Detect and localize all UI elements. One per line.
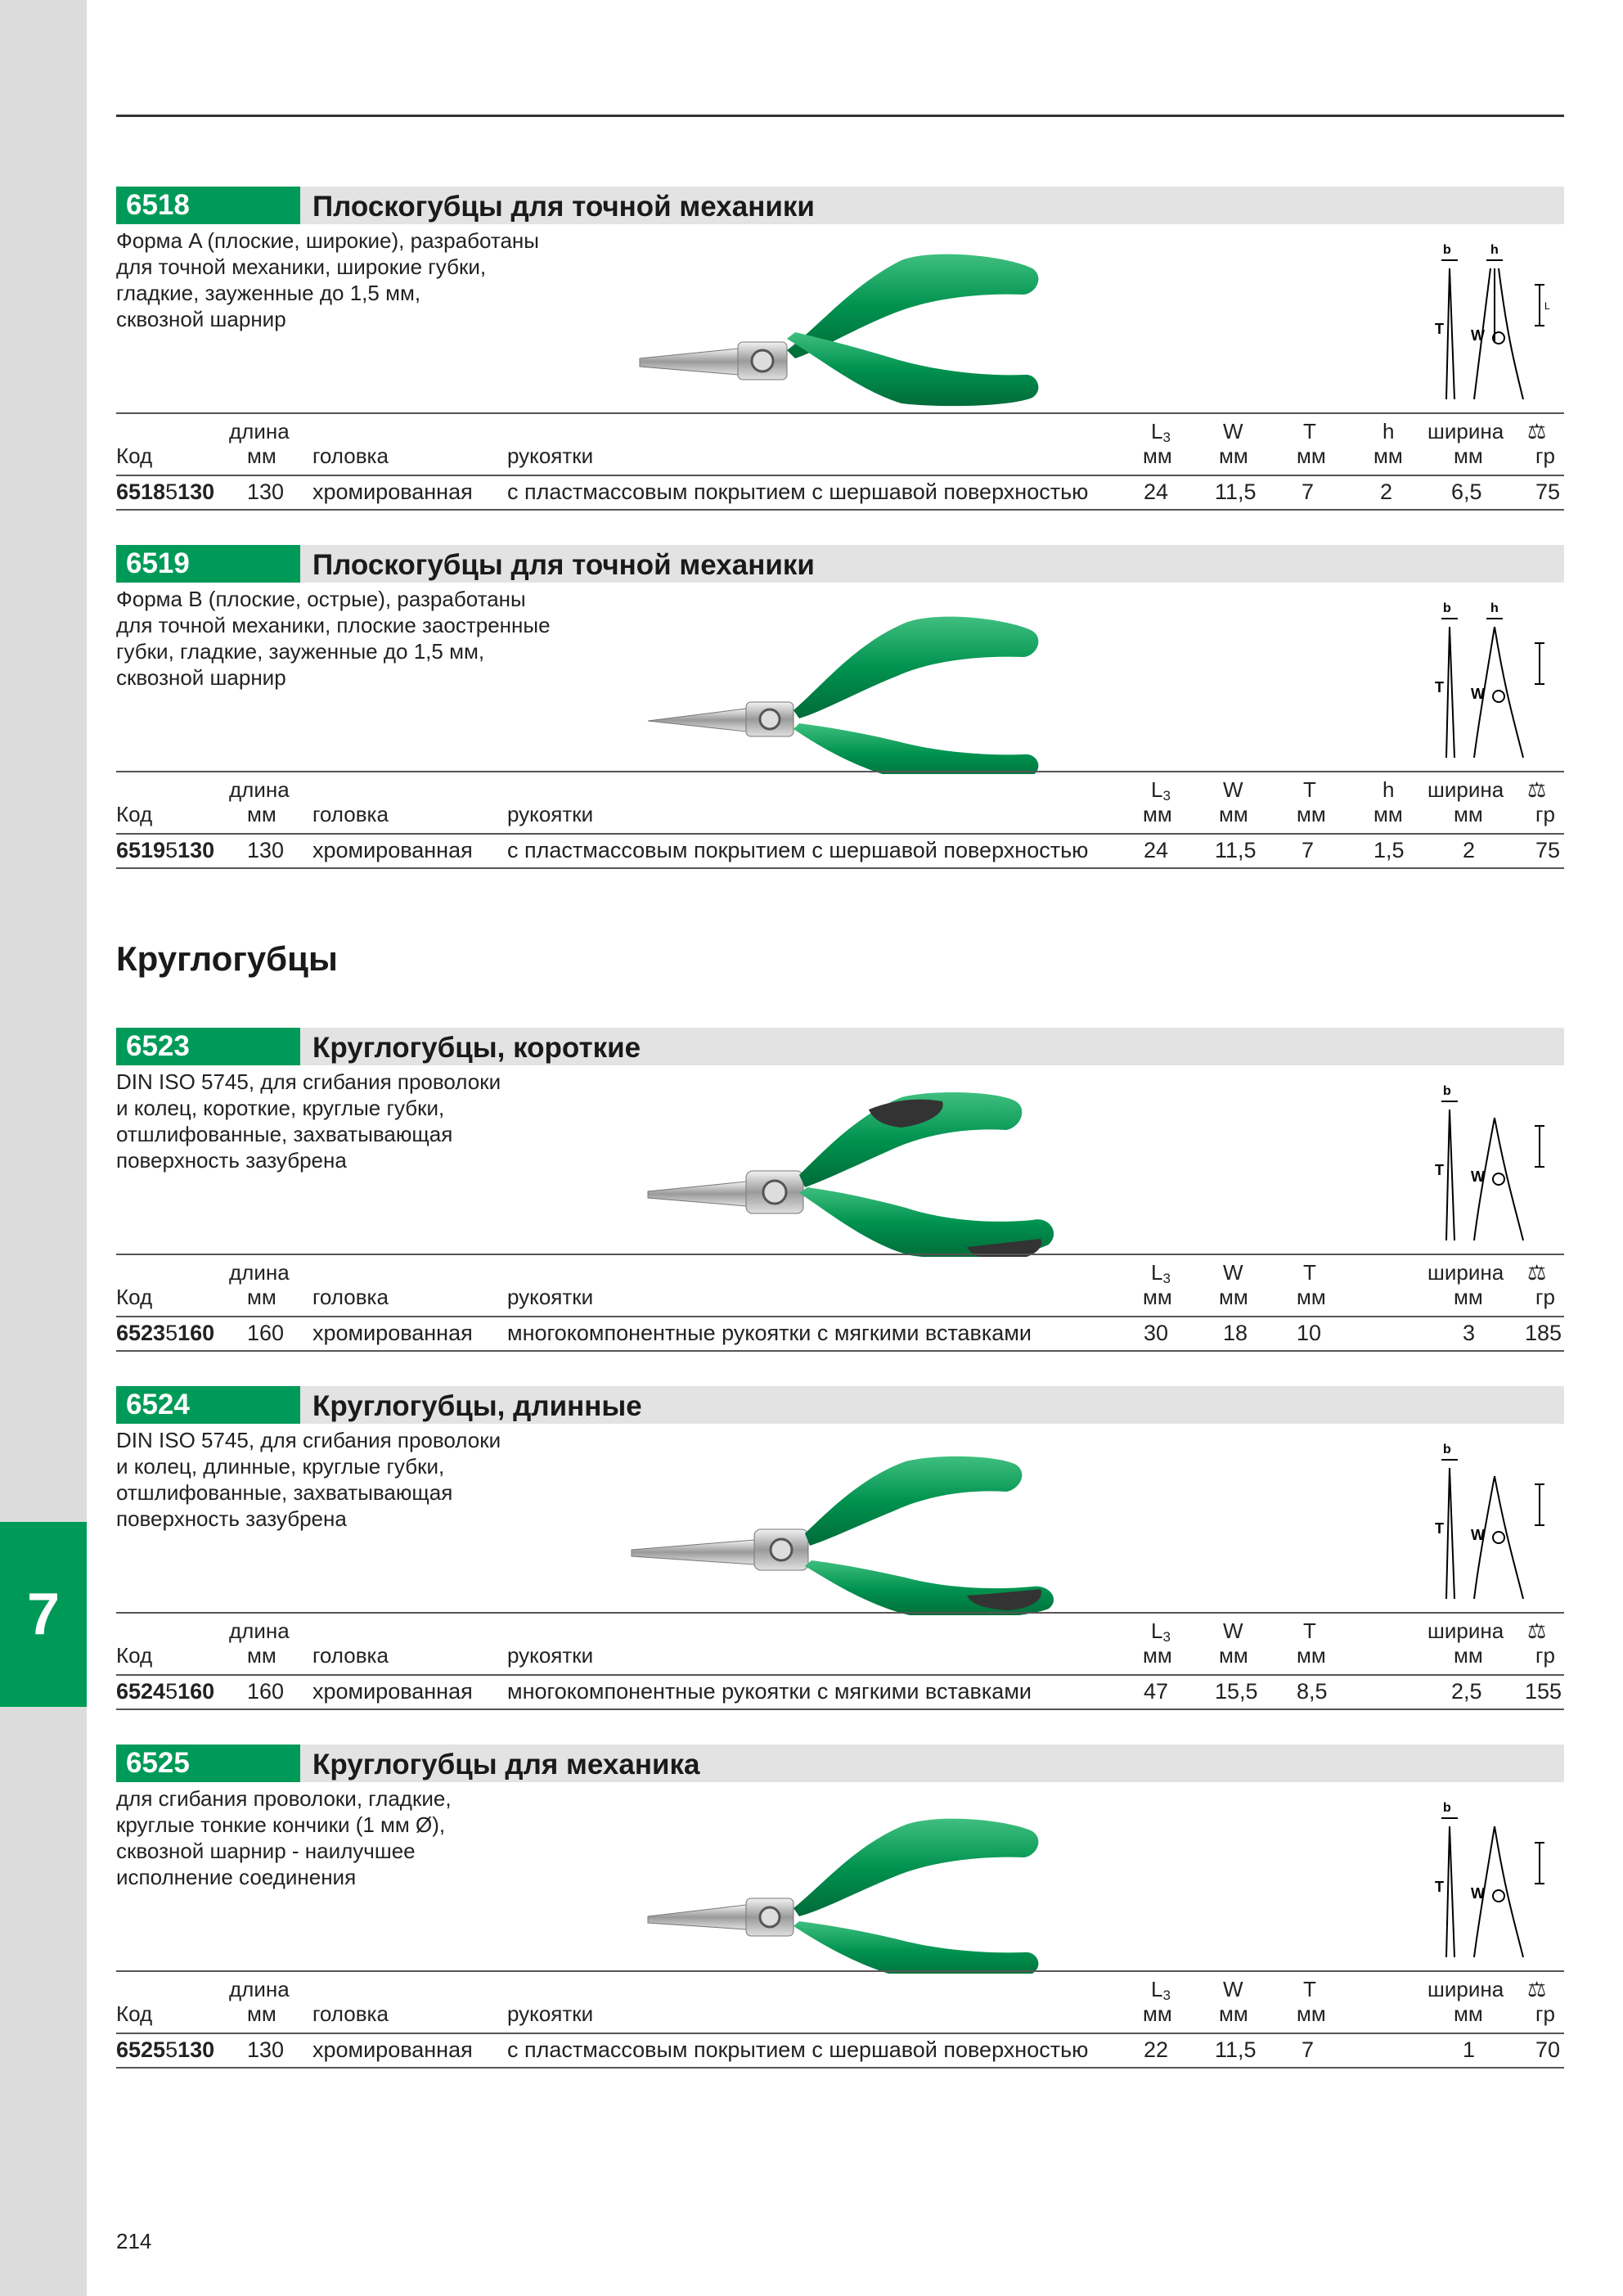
svg-text:W: W <box>1471 327 1485 344</box>
svg-text:b: b <box>1443 1084 1451 1098</box>
mechanic-round-pliers-image <box>623 1794 1147 1974</box>
section-code: 6524 <box>116 1386 300 1424</box>
pointed-flat-pliers-image <box>623 594 1147 774</box>
section-code: 6523 <box>116 1028 300 1065</box>
section-code: 6519 <box>116 545 300 583</box>
section-title: Плоскогубцы для точной механики <box>312 191 815 223</box>
svg-text:W: W <box>1471 1527 1485 1543</box>
svg-text:h: h <box>1490 601 1499 615</box>
svg-text:T: T <box>1435 321 1444 337</box>
weight-icon: ⚖ <box>1527 1977 1547 2001</box>
weight-icon: ⚖ <box>1527 419 1547 443</box>
svg-text:W: W <box>1471 1168 1485 1185</box>
svg-text:h: h <box>1490 243 1499 257</box>
flat-pliers-image <box>623 236 1147 416</box>
short-round-pliers-image <box>623 1077 1147 1257</box>
section-description: DIN ISO 5745, для сгибания проволоки и колец, длинные, круглые губки, отшлифованные, захватывающая поверхность зазубрена <box>116 1428 501 1531</box>
svg-text:L: L <box>1544 300 1550 312</box>
svg-text:W: W <box>1471 1885 1485 1902</box>
article-code: 65245160 <box>116 1679 215 1704</box>
svg-text:b: b <box>1443 1801 1451 1815</box>
svg-text:T: T <box>1435 1162 1444 1178</box>
weight-icon: ⚖ <box>1527 1618 1547 1643</box>
weight-icon: ⚖ <box>1527 777 1547 802</box>
dimension-diagram <box>1425 1794 1564 1965</box>
dimension-diagram <box>1425 1435 1564 1607</box>
article-code: 65235160 <box>116 1321 215 1345</box>
top-rule <box>116 115 1564 117</box>
section-description: для сгибания проволоки, гладкие, круглые тонкие кончики (1 мм Ø), сквозной шарнир - наилучшее исполнение соединения <box>116 1786 452 1889</box>
svg-text:b: b <box>1443 1443 1451 1456</box>
dimension-diagram <box>1425 236 1564 407</box>
svg-text:W: W <box>1471 686 1485 702</box>
dimension-diagram <box>1425 594 1564 766</box>
svg-text:T: T <box>1435 1520 1444 1537</box>
dimension-diagram <box>1425 1077 1564 1249</box>
chapter-number: 7 <box>26 1582 61 1647</box>
svg-text:b: b <box>1443 601 1451 615</box>
svg-text:T: T <box>1435 679 1444 696</box>
category-heading: Круглогубцы <box>116 939 338 978</box>
section-description: Форма B (плоские, острые), разработаны для точной механики, плоские заостренные губки, гладкие, зауженные до 1,5 мм, сквозной шарнир <box>116 587 551 690</box>
page-number: 214 <box>116 2229 152 2253</box>
section-title: Круглогубцы, длинные <box>312 1390 642 1422</box>
svg-text:T: T <box>1435 1879 1444 1895</box>
weight-icon: ⚖ <box>1527 1260 1547 1285</box>
long-round-pliers-image <box>623 1435 1147 1615</box>
section-description: Форма A (плоские, широкие), разработаны для точной механики, широкие губки, гладкие, зауженные до 1,5 мм, сквозной шарнир <box>116 228 539 331</box>
section-code: 6525 <box>116 1745 300 1782</box>
article-code: 65255130 <box>116 2037 215 2062</box>
section-code: 6518 <box>116 187 300 224</box>
section-title: Плоскогубцы для точной механики <box>312 549 815 581</box>
section-description: DIN ISO 5745, для сгибания проволоки и колец, короткие, круглые губки, отшлифованные, захватывающая поверхность зазубрена <box>116 1069 501 1173</box>
section-title: Круглогубцы для механика <box>312 1749 700 1781</box>
svg-text:b: b <box>1443 243 1451 257</box>
article-code: 65195130 <box>116 838 215 862</box>
side-strip <box>0 0 87 2296</box>
section-title: Круглогубцы, короткие <box>312 1032 641 1064</box>
article-code: 65185130 <box>116 479 215 504</box>
